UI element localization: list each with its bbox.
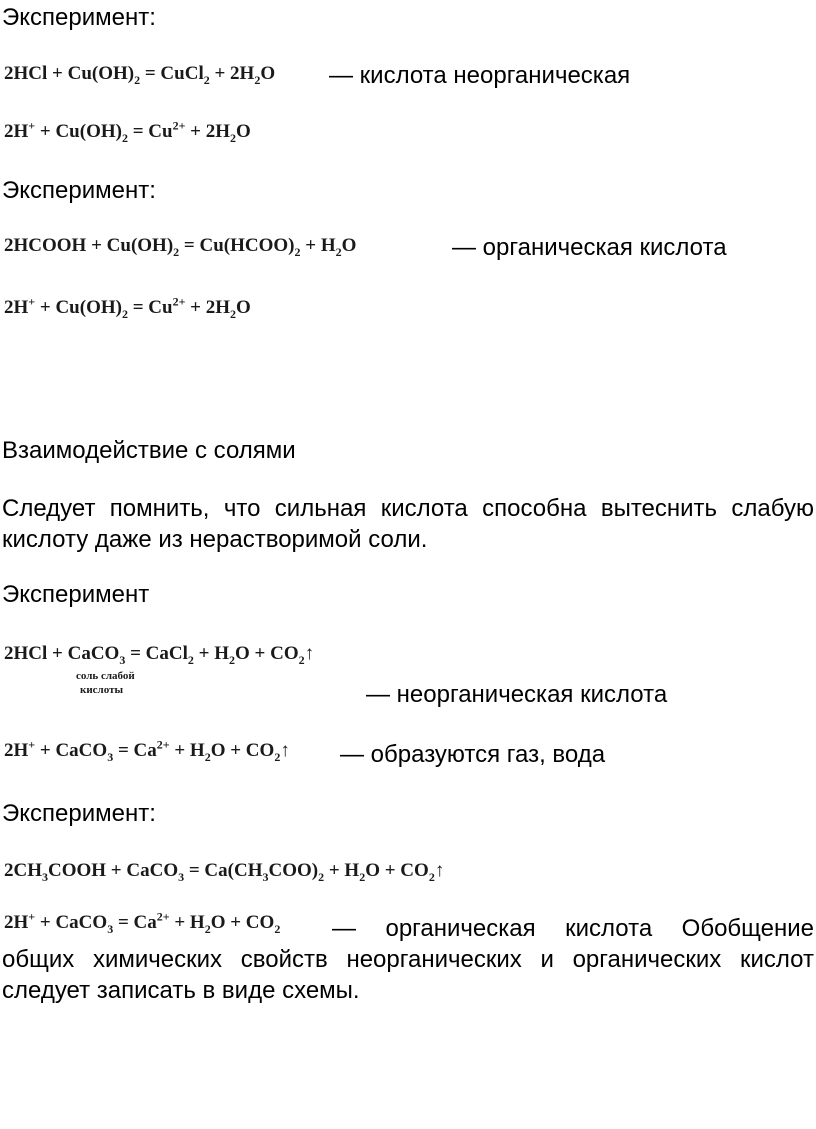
equation-hcl-caco3: 2HCl + CaCO$_3$ = CaCl$_2$ + $H_2O$ + $CO_2↑$ — [4, 643, 315, 667]
comment-inorganic-acid-1: — кислота неорганическая — [329, 62, 631, 89]
weak-acid-salt-note-line2: кислоты — [80, 684, 124, 696]
experiment-heading-4: Эксперимент: — [2, 800, 156, 827]
ionic-equation-1: $2H^+ + Cu(OH)_2 = Cu^{2+} + 2H_2O$ — [4, 118, 251, 145]
equation-hcl-cuoh2: $2HCl + Cu(OH)_2$ = CuCl$_2$ + $2H_2O$ — [4, 63, 276, 87]
equation-acetic-caco3: $2CH_3COOH$ + CaCO$_3$ = $Ca(CH_3COO)_2 + H_2O$ + $CO_2↑$ — [4, 860, 445, 884]
ionic-equation-3: 2H+ + CaCO$_3$ = $Ca^{2+} + H_2O$ + $CO_2↑$ — [4, 737, 290, 764]
experiment-heading-2: Эксперимент: — [2, 177, 156, 204]
salts-paragraph: Следует помнить, что сильная кислота способна вытеснить слабую кислоту даже из нерастворимой соли. — [2, 495, 814, 553]
experiment-heading-3: Эксперимент — [2, 581, 150, 608]
summary-paragraph: — органическая кислота Обобщение общих химических свойств неорганических и органических кислот следует записать в виде схемы. — [2, 915, 814, 1004]
comment-gas-water: — образуются газ, вода — [340, 741, 606, 768]
ionic-equation-2: $2H^+ + Cu(OH)_2 = Cu^{2+} + 2H_2O$ — [4, 294, 251, 321]
salts-title: Взаимодействие с солями — [2, 437, 296, 464]
comment-inorganic-acid-2: — неорганическая кислота — [366, 681, 668, 708]
weak-acid-salt-note-line1: соль слабой — [76, 670, 135, 682]
ionic-equation-4: 2H+ + CaCO$_3$ = $Ca^{2+} + H_2O + CO_2$ — [4, 909, 281, 936]
comment-organic-acid-1: — органическая кислота — [452, 234, 727, 261]
experiment-heading-1: Эксперимент: — [2, 4, 156, 31]
equation-hcooh-cuoh2: 2HCOOH + $Cu(OH)_2$ = $Cu(HCOO)_2 + H_2O$ — [4, 235, 357, 259]
